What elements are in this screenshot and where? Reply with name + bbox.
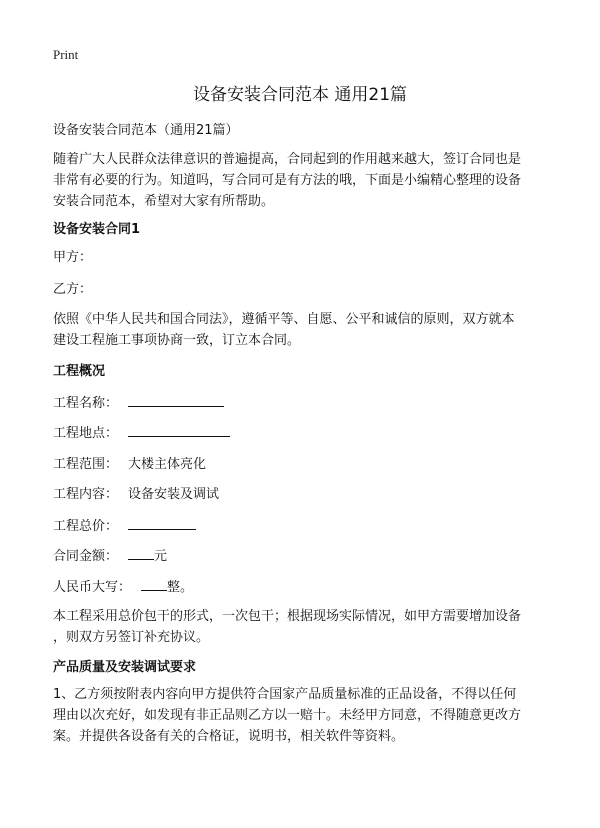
lump-sum-paragraph [53, 606, 549, 648]
rmb-uppercase-unit: 整。 [167, 580, 194, 595]
contract-amount-unit: 元 [154, 549, 168, 564]
project-name-blank [128, 392, 224, 407]
contract-amount-field [53, 545, 167, 567]
project-scope-value: 大楼主体亮化 [128, 457, 207, 472]
section-heading-quality: 产品质量及安装调试要求 [53, 660, 197, 675]
contract-amount-label: 合同金额： [53, 549, 119, 564]
project-total-field [53, 515, 196, 537]
project-location-blank [128, 422, 230, 437]
project-content-field [53, 484, 219, 505]
contract-amount-blank [128, 545, 154, 560]
rmb-uppercase-label: 人民币大写： [53, 580, 132, 595]
quality-line: 理由以次充好，如发现有非正品则乙方以一赔十。未经甲方同意，不得随意更改方 [53, 708, 522, 723]
project-content-label: 工程内容： [53, 487, 119, 502]
law-line: 建设工程施工事项协商一致，订立本合同。 [53, 333, 301, 348]
law-paragraph [53, 309, 549, 351]
section-heading-overview: 工程概况 [53, 364, 106, 379]
quality-line: 1、乙方须按附表内容向甲方提供符合国家产品质量标准的正品设备，不得以任何 [53, 687, 517, 702]
project-total-label: 工程总价： [53, 519, 119, 534]
project-scope-field [53, 454, 206, 475]
lump-sum-line: ，则双方另签订补充协议。 [53, 630, 210, 645]
document-subtitle: 设备安装合同范本（通用21篇） [53, 123, 239, 138]
intro-paragraph [53, 149, 549, 212]
rmb-uppercase-field [53, 576, 193, 598]
lump-sum-line: 本工程采用总价包干的形式，一次包干；根据现场实际情况，如甲方需要增加设备 [53, 609, 522, 624]
project-content-value: 设备安装及调试 [128, 487, 220, 502]
intro-line: 非常有必要的行为。知道吗，写合同可是有方法的哦，下面是小编精心整理的设备 [53, 173, 522, 188]
project-name-label: 工程名称： [53, 396, 119, 411]
intro-line: 安装合同范本，希望对大家有所帮助。 [53, 194, 275, 209]
project-location-label: 工程地点： [53, 426, 119, 441]
party-b-field: 乙方： [53, 282, 93, 297]
intro-line: 随着广大人民群众法律意识的普遍提高，合同起到的作用越来越大，签订合同也是 [53, 152, 522, 167]
quality-line: 案。并提供各设备有关的合格证，说明书，相关软件等资料。 [53, 729, 405, 744]
project-total-blank [128, 515, 196, 530]
rmb-uppercase-blank [141, 576, 167, 591]
project-scope-label: 工程范围： [53, 457, 119, 472]
print-button[interactable]: Print [53, 47, 79, 62]
page-title: 设备安装合同范本 通用21篇 [192, 85, 408, 105]
quality-paragraph [53, 684, 549, 747]
law-line: 依照《中华人民共和国合同法》，遵循平等、自愿、公平和诚信的原则，双方就本 [53, 312, 515, 327]
section-heading-contract-1: 设备安装合同1 [53, 222, 141, 237]
project-name-field [53, 392, 224, 414]
project-location-field [53, 422, 230, 444]
party-a-field: 甲方： [53, 250, 93, 265]
